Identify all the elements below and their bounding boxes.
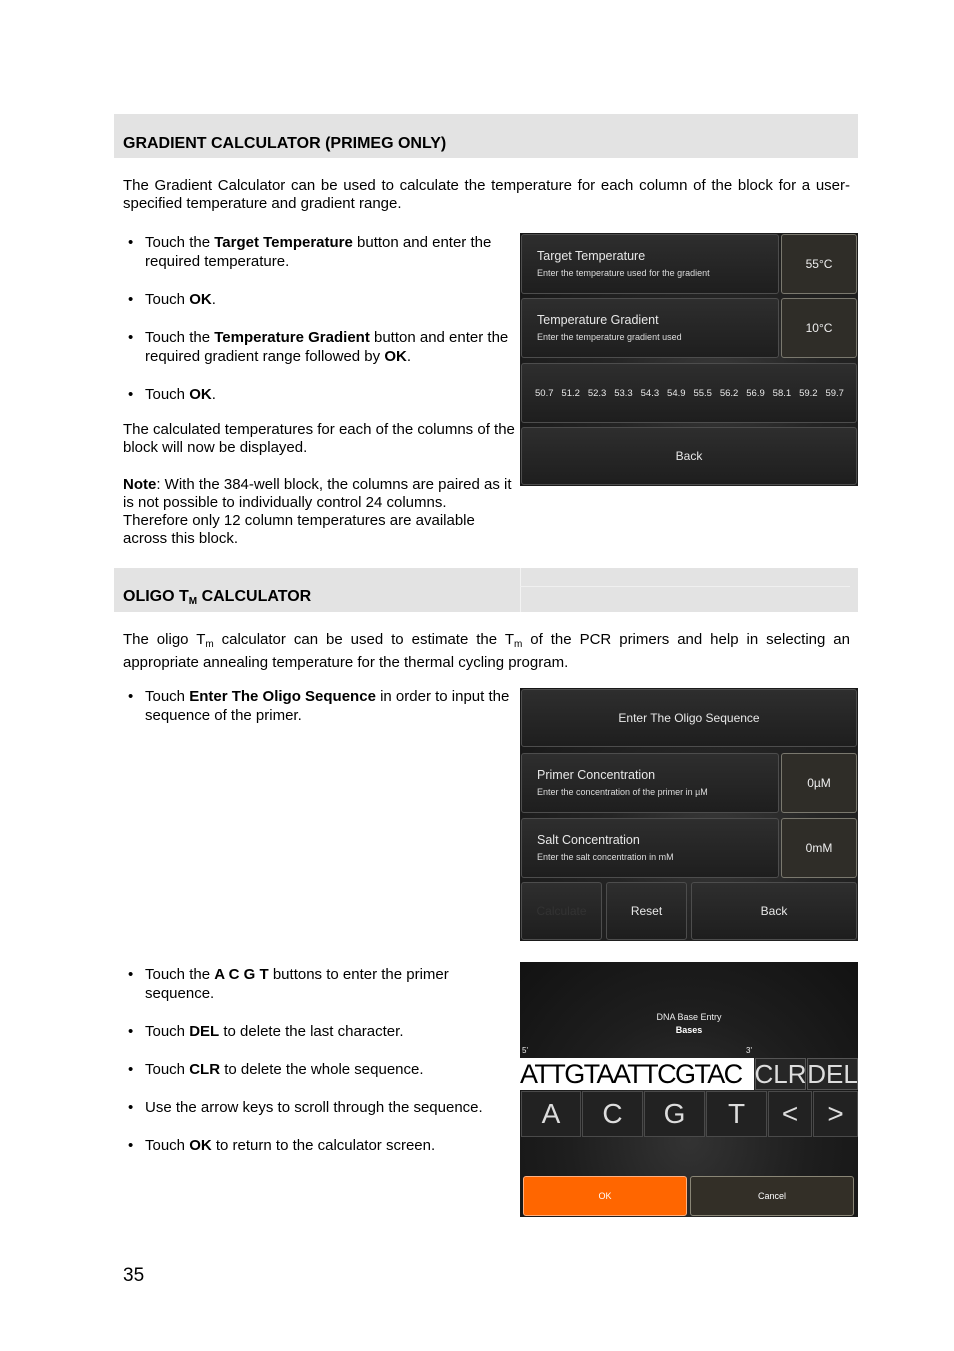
temperature-gradient-value[interactable]: 10°C (781, 298, 857, 358)
list-item: • Touch the A C G T buttons to enter the primer sequence. (123, 965, 515, 1003)
list-item: • Touch Enter The Oligo Sequence in order to input the sequence of the primer. (123, 687, 515, 725)
result-text: The calculated temperatures for each of the columns of the block will now be displayed. (123, 421, 515, 456)
oligo-calculator-screen (520, 688, 858, 941)
temperature-gradient-button[interactable]: Temperature Gradient Enter the temperature gradient used (521, 298, 779, 358)
target-temperature-button[interactable]: Target Temperature Enter the temperature used for the gradient (521, 234, 779, 294)
section-header-oligo (114, 568, 858, 612)
column-temperatures (535, 388, 844, 399)
base-c-button[interactable]: C (582, 1091, 643, 1137)
clr-button[interactable]: CLR (754, 1058, 807, 1089)
salt-concentration-value[interactable]: 0mM (781, 818, 857, 878)
column-temp: 58.1 (772, 388, 792, 399)
base-a-button[interactable]: A (521, 1091, 581, 1137)
list-item: • Touch DEL to delete the last character. (123, 1022, 515, 1041)
list-item: • Touch OK. (123, 290, 515, 309)
sequence-display: ATTGTAATTCGTAC (520, 1058, 754, 1090)
gradient-steps (123, 233, 515, 423)
list-item: • Touch OK. (123, 385, 515, 404)
list-item: • Touch the Temperature Gradient button and enter the required gradient range followed by OK. (123, 328, 515, 366)
list-item: • Touch OK to return to the calculator screen. (123, 1136, 515, 1155)
header-divider (520, 586, 850, 587)
back-button[interactable]: Back (691, 882, 857, 940)
cancel-button[interactable]: Cancel (690, 1176, 854, 1216)
primer-concentration-button[interactable]: Primer Concentration Enter the concentration of the primer in µM (521, 753, 779, 813)
list-item: • Touch CLR to delete the whole sequence. (123, 1060, 515, 1079)
list-item: • Touch the Target Temperature button and enter the required temperature. (123, 233, 515, 271)
column-temp: 51.2 (561, 388, 580, 399)
column-temp: 54.9 (667, 388, 686, 399)
scroll-right-button[interactable]: > (813, 1091, 858, 1137)
three-prime-label: 3' (746, 1046, 752, 1055)
scroll-left-button[interactable]: < (768, 1091, 812, 1137)
gradient-intro: The Gradient Calculator can be used to calculate the temperature for each column of the block for a user-specified temperature and gradient range. (123, 177, 850, 212)
oligo-step (123, 687, 515, 744)
screen-subtitle: Bases (675, 1025, 703, 1035)
target-temperature-value[interactable]: 55°C (781, 234, 857, 294)
header-divider (520, 568, 521, 612)
section-title: OLIGO $T_M$ CALCULATOR (123, 588, 312, 607)
note: Note: With the 384-well block, the columns are paired as it is not possible to individually control 24 columns. Therefore only 12 column temperatures are available across this block. (123, 476, 512, 547)
enter-oligo-sequence-button[interactable]: Enter The Oligo Sequence (521, 689, 857, 747)
calculate-button[interactable]: Calculate (521, 882, 602, 940)
column-temperatures-panel (521, 363, 857, 423)
column-temp: 52.3 (587, 388, 607, 399)
column-temp: 50.7 (535, 388, 554, 399)
column-temp: 59.2 (799, 388, 818, 399)
list-item: • Use the arrow keys to scroll through the sequence. (123, 1098, 515, 1117)
section-header-gradient (114, 114, 858, 158)
del-button[interactable]: DEL (807, 1058, 858, 1089)
salt-concentration-button[interactable]: Salt Concentration Enter the salt concentration in mM (521, 818, 779, 878)
base-g-button[interactable]: G (644, 1091, 705, 1137)
page-number: 35 (123, 1265, 145, 1286)
dna-base-entry-screen (520, 962, 858, 1217)
back-button[interactable]: Back (521, 427, 857, 485)
ok-button[interactable]: OK (523, 1176, 687, 1216)
column-temp: 55.5 (693, 388, 712, 399)
column-temp: 59.7 (825, 388, 844, 399)
reset-button[interactable]: Reset (606, 882, 687, 940)
oligo-intro: The oligo $T_m$ calculator can be used to estimate the $T_m$ of the PCR primers and help in selecting an appropriate annealing temperature for the thermal cycling program. (123, 631, 850, 671)
column-temp: 54.3 (640, 388, 660, 399)
five-prime-label: 5' (522, 1046, 528, 1055)
sequence-entry-steps (123, 965, 515, 1174)
base-t-button[interactable]: T (706, 1091, 767, 1137)
section-title: GRADIENT CALCULATOR (PRIMEG ONLY) (123, 135, 447, 152)
column-temp: 53.3 (614, 388, 633, 399)
column-temp: 56.9 (746, 388, 765, 399)
gradient-calculator-screen (520, 233, 858, 486)
column-temp: 56.2 (719, 388, 739, 399)
primer-concentration-value[interactable]: 0µM (781, 753, 857, 813)
screen-title: DNA Base Entry (656, 1012, 722, 1022)
